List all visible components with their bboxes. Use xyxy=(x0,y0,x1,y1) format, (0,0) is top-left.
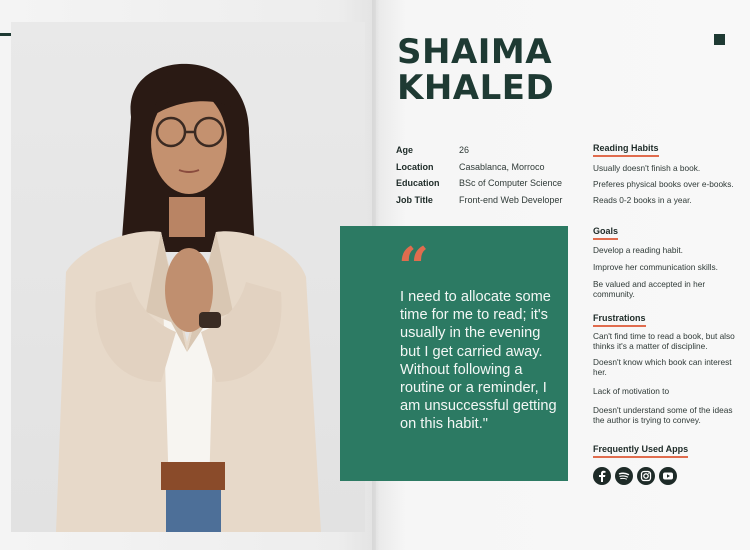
list-item: Preferes physical books over e-books. xyxy=(593,179,734,189)
instagram-icon[interactable] xyxy=(637,467,655,485)
app-icons xyxy=(593,467,743,485)
info-value: BSc of Computer Science xyxy=(459,178,563,189)
spotify-icon[interactable] xyxy=(615,467,633,485)
list-item: Improve her communication skills. xyxy=(593,262,718,272)
goals-section xyxy=(593,226,743,299)
info-row-age xyxy=(396,142,562,159)
youtube-icon[interactable] xyxy=(659,467,677,485)
section-title: Frequently Used Apps xyxy=(593,444,688,458)
section-title: Frustrations xyxy=(593,313,646,327)
list-item: Be valued and accepted in her community. xyxy=(593,279,706,299)
list-item: Reads 0-2 books in a year. xyxy=(593,195,692,205)
section-title: Goals xyxy=(593,226,618,240)
persona-info xyxy=(396,142,562,208)
list-item: Doesn't know which book can interest her. xyxy=(593,357,732,377)
frustrations-section xyxy=(593,313,743,425)
list-item: Develop a reading habit. xyxy=(593,245,683,255)
quote-card xyxy=(340,226,568,481)
list-item: Doesn't understand some of the ideas the author is trying to convey. xyxy=(593,405,733,425)
section-title: Reading Habits xyxy=(593,143,659,157)
info-label: Location xyxy=(396,161,434,172)
info-row-location xyxy=(396,159,562,176)
info-label: Job Title xyxy=(396,194,433,205)
reading-habits-section xyxy=(593,143,743,205)
list-item: Lack of motivation to xyxy=(593,386,670,396)
info-value: Casablanca, Morroco xyxy=(459,161,545,172)
info-value: Front-end Web Developer xyxy=(459,194,563,205)
quote-mark-icon: “ xyxy=(398,235,430,299)
info-value: 26 xyxy=(459,145,470,156)
persona-first-name: SHAIMA xyxy=(397,32,553,72)
info-row-education xyxy=(396,175,562,192)
facebook-icon[interactable] xyxy=(593,467,611,485)
info-label: Education xyxy=(396,178,440,189)
list-item: Can't find time to read a book, but also thinks it's a matter of discipline. xyxy=(593,331,735,351)
info-label: Age xyxy=(396,145,414,156)
persona-name xyxy=(397,34,554,106)
apps-section xyxy=(593,444,743,485)
quote-text: I need to allocate some time for me to read; it's usually in the evening but I get carried away. Without following a routine or a reminder, I am unsuccessful getting on this habit." xyxy=(400,289,557,433)
info-row-job-title xyxy=(396,192,562,209)
persona-photo xyxy=(11,22,365,532)
corner-square xyxy=(714,34,725,45)
persona-last-name: KHALED xyxy=(397,68,555,108)
list-item: Usually doesn't finish a book. xyxy=(593,163,701,173)
